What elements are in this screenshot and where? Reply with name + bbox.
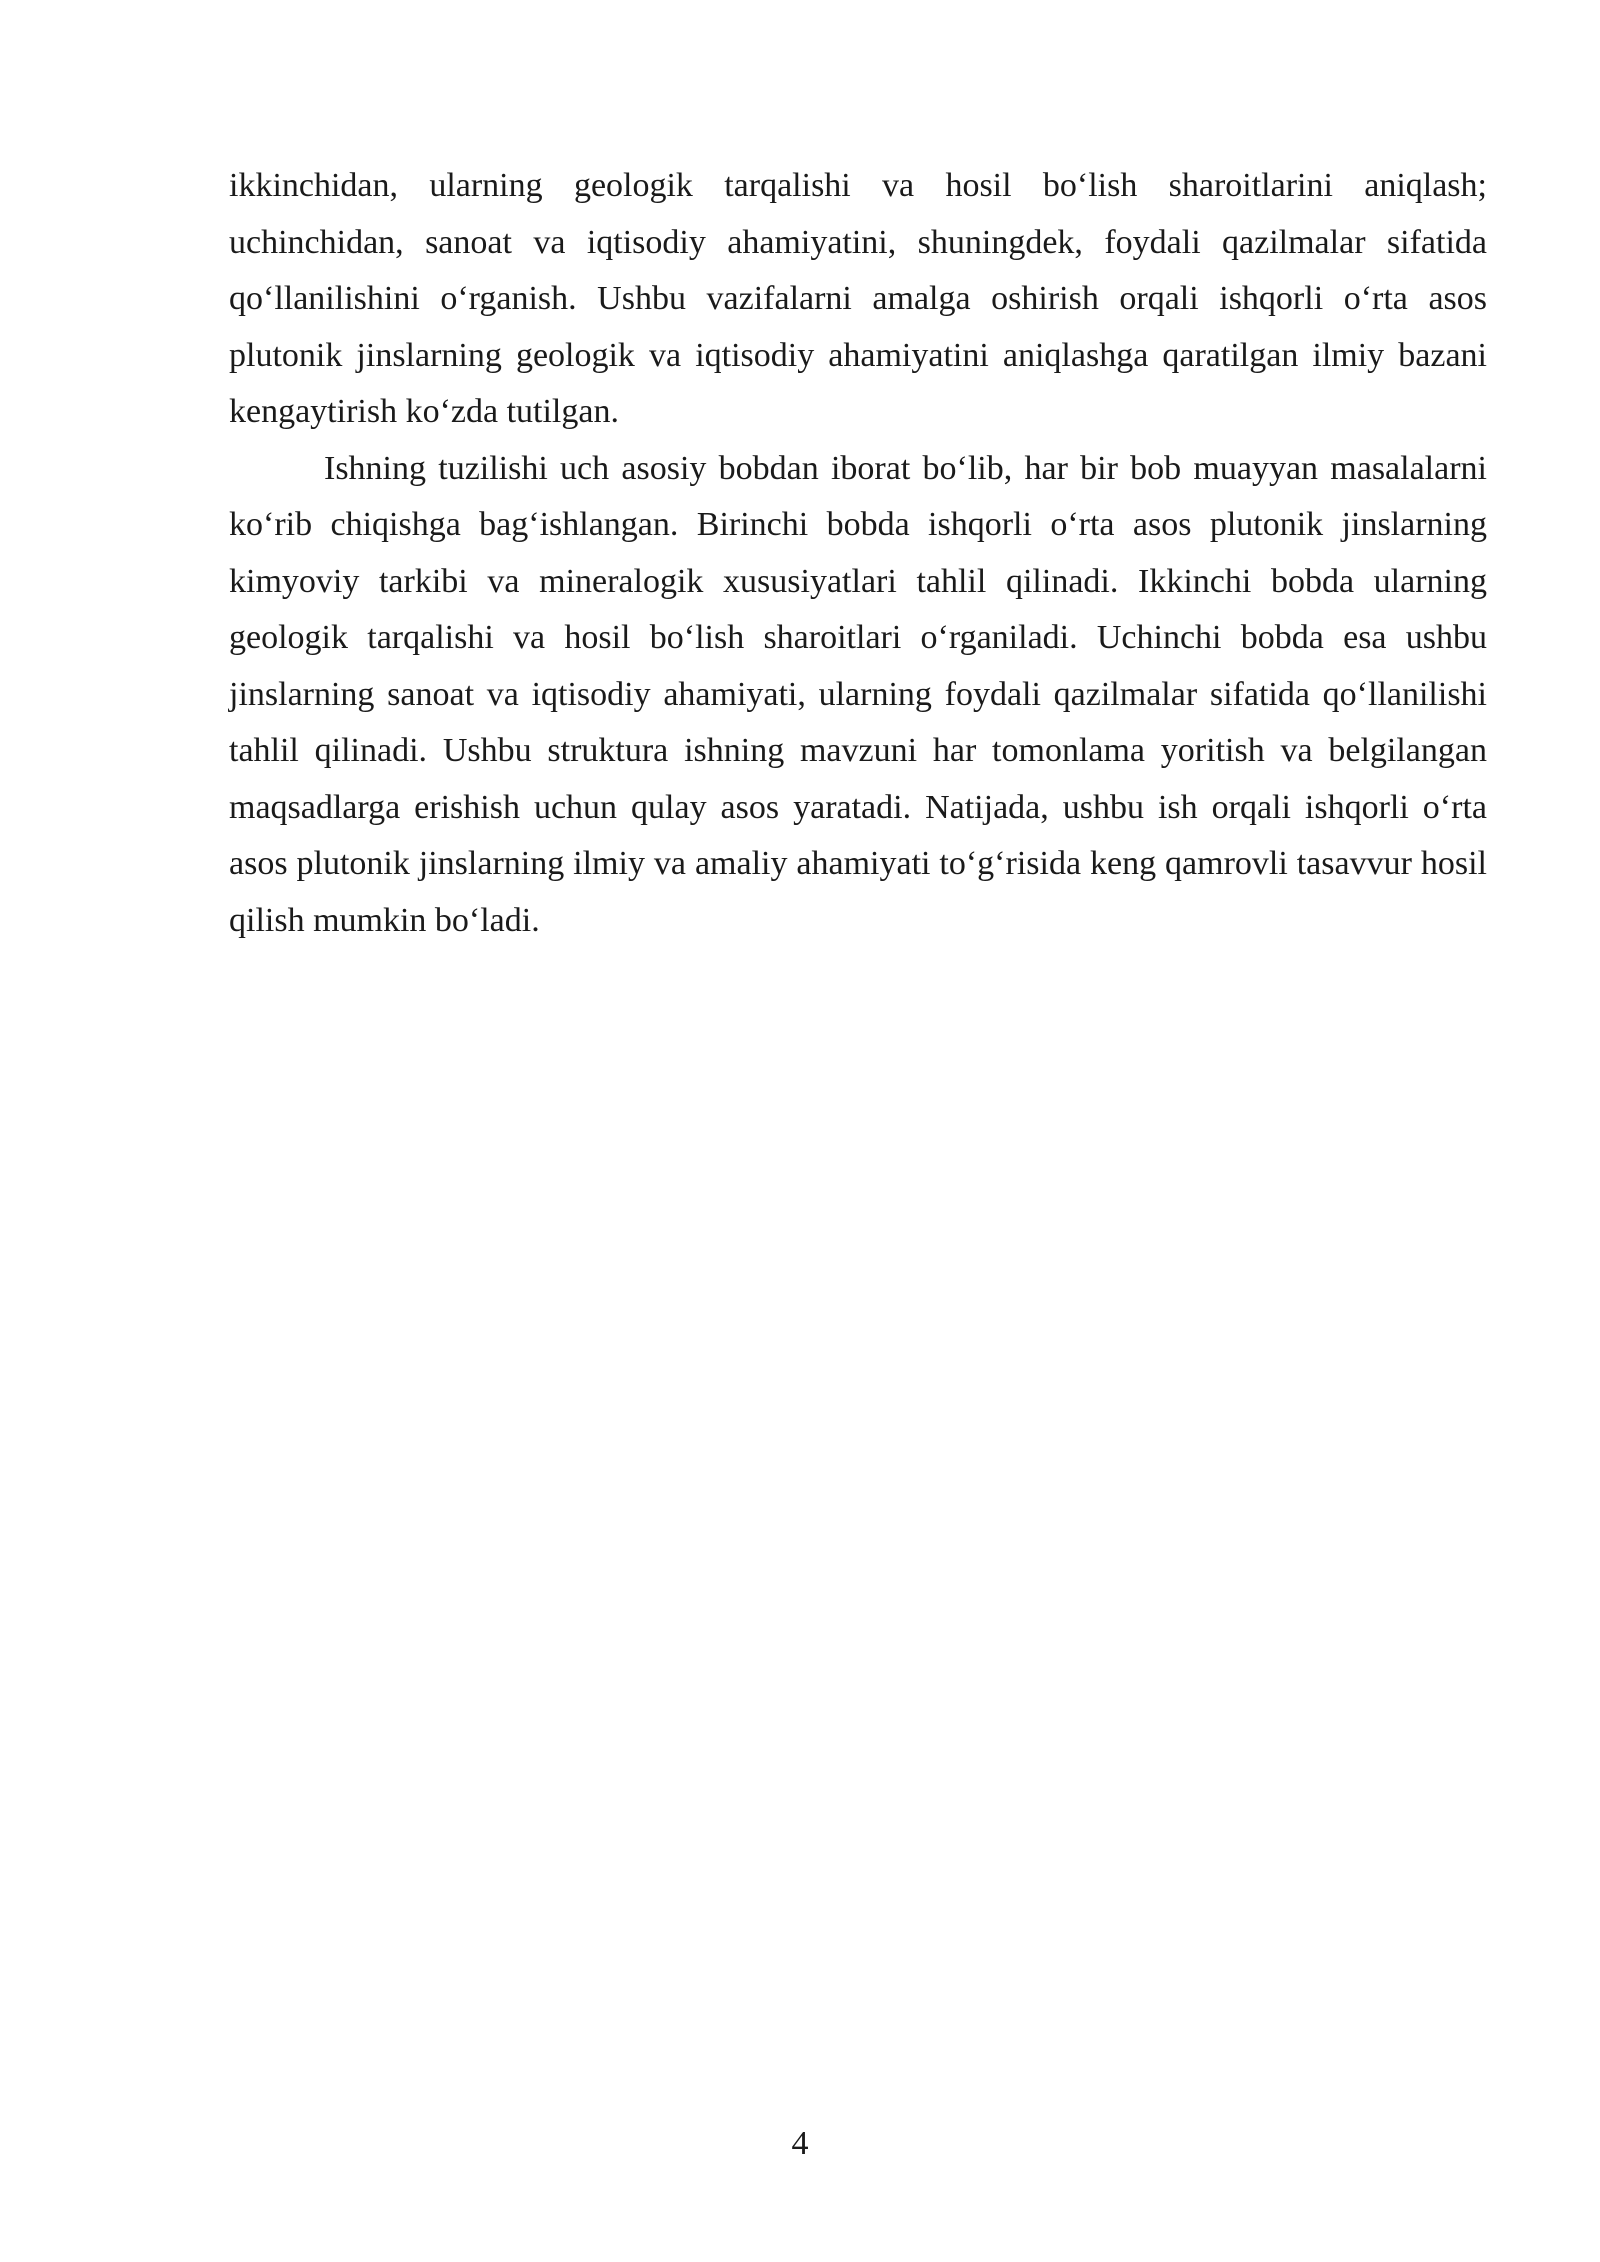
paragraph-structure: Ishning tuzilishi uch asosiy bobdan iborat bo‘lib, har bir bob muayyan masalalarni ko‘rib chiqishga bag‘ishlangan. Birinchi bobda ishqorli o‘rta asos plutonik jinslarning kimyoviy tarkibi va mineralogik xususiyatlari tahlil qilinadi. Ikkinchi bobda ularning geologik tarqalishi va hosil bo‘lish sharoitlari o‘rganiladi. Uchinchi bobda esa ushbu jinslarning sanoat va iqtisodiy ahamiyati, ularning foydali qazilmalar sifatida qo‘llanilishi tahlil qilinadi. Ushbu struktura ishning mavzuni har tomonlama yoritish va belgilangan maqsadlarga erishish uchun qulay asos yaratadi. Natijada, ushbu ish orqali ishqorli o‘rta asos plutonik jinslarning ilmiy va amaliy ahamiyati to‘g‘risida keng qamrovli tasavvur hosil qilish mumkin bo‘ladi. — [229, 449, 1487, 939]
page-number: 4 — [791, 2125, 809, 2162]
paragraph-continuation: ikkinchidan, ularning geologik tarqalishi va hosil bo‘lish sharoitlarini aniqlash; uchinchidan, sanoat va iqtisodiy ahamiyatini, shuningdek, foydali qazilmalar sifatida qo‘llanilishini o‘rganish. Ushbu vazifalarni amalga oshirish orqali ishqorli o‘rta asos plutonik jinslarning geologik va iqtisodiy ahamiyatini aniqlashga qaratilgan ilmiy bazani kengaytirish ko‘zda tutilgan. — [229, 167, 1487, 430]
body-text — [229, 158, 1487, 949]
